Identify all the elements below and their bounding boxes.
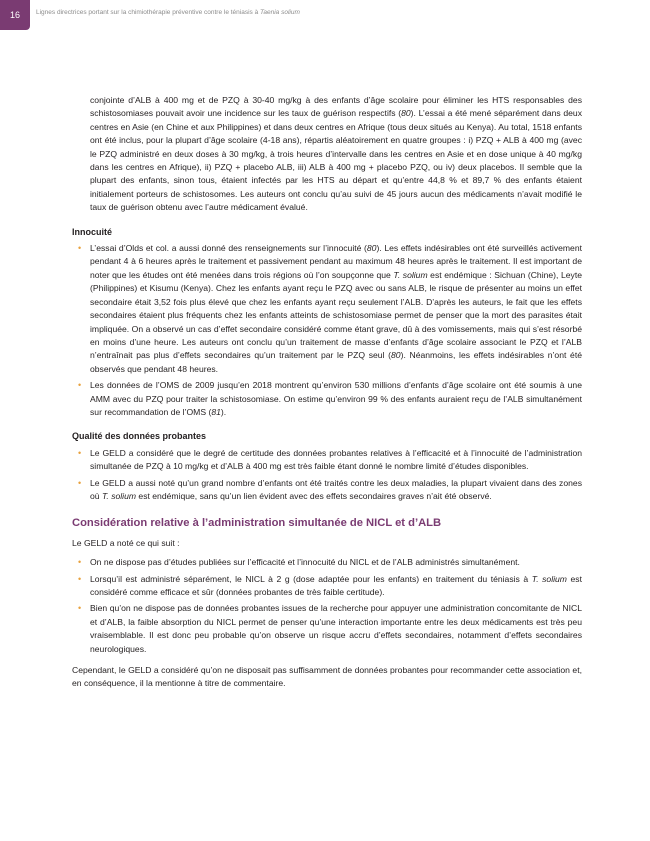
intro-text-2: ). L’essai a été mené séparément dans deux centres en Asie (en Chine et aux Philippines) et dans deux centres en Afrique (tous deux situés au Kenya). Au total, 1518 enfants ont été inclus, pour la plupart d’âge scolaire (4-18 ans), répartis aléatoirement en quatre groupes : i) PZQ + ALB à 400 mg (avec le PZQ administré en deux doses à 30 mg/kg, à trois heures d’intervalle dans les centres en Asie et en dose unique à 40 mg/kg dans les centres en Afrique), ii) PZQ + placebo ALB, iii) ALB à 400 mg + placebo PZQ, ou iv) deux placebos. Il semble que la plupart des enfants, sinon tous, étaient infectés par les HTS au départ et qu’entre 44,8 % et 89,7 % des enfants étaient initialement porteurs de schistosomes. Les auteurs ont conclu qu’au suivi de 45 jours aucun des médicaments n’avait modifié le taux de guérison obtenu avec l’autre médicament évalué. [90, 108, 582, 213]
section-lead: Le GELD a noté ce qui suit : [72, 537, 180, 548]
running-header [36, 9, 300, 16]
section-list [72, 556, 582, 656]
evidence-list [72, 447, 582, 504]
reference-81: 81 [211, 406, 221, 417]
intro-text-1: conjointe d’ALB à 400 mg et de PZQ à 30-40 mg/kg à des enfants d’âge scolaire pour éliminer les HTS responsables des schistosomiases pouvait avoir une incidence sur les taux de guérison respectifs ( [90, 95, 582, 119]
safety-bullet-2: • Les données de l’OMS de 2009 jusqu’en 2018 montrent qu’environ 530 millions d’enfants d’âge scolaire ont été soumis à une AMM avec du PZQ pour traiter la schistosomiase. On estime qu’environ 99 % des enfants auraient reçu de l’ALB simultanément sur recommandation de l’OMS (81). [78, 380, 582, 417]
intro-paragraph [90, 94, 582, 215]
page-number-tab [0, 0, 30, 30]
reference-80: 80 [391, 350, 401, 361]
section-title: Considération relative à l’administration simultanée de NICL et d’ALB [72, 517, 442, 530]
bullet-icon: • [78, 557, 82, 568]
species-name: T. solium [101, 490, 137, 501]
safety-heading: Innocuité [72, 226, 112, 237]
section-bullet-3: • Bien qu’on ne dispose pas de données probantes issues de la recherche pour appuyer une administration concomitante de NICL et d’ALB, la faible absorption du NICL permet de penser qu’une interaction importante entre les deux médicaments est très peu vraisemblable. Il est donc peu probable qu’on observe un risque accru d’effets secondaires, notamment d’effets secondaires neurologiques. [78, 603, 582, 654]
bullet-icon: • [78, 603, 82, 614]
document-body [72, 94, 582, 691]
page-number: 16 [9, 10, 20, 20]
reference-80: 80 [401, 108, 411, 119]
species-name: T. solium [393, 269, 428, 280]
safety-bullet-1: • L’essai d’Olds et col. a aussi donné des renseignements sur l’innocuité (80). Les effets indésirables ont été surveillés activement pendant 4 à 6 heures après le traitement et passivement pendant au maximum 48 heures après le traitement. Il est important de noter que les études ont été menées dans trois régions où l’on soupçonne que T. solium est endémique : Sichuan (Chine), Leyte (Philippines) et Kisumu (Kenya). Chez les enfants ayant reçu le PZQ avec ou sans ALB, le risque de présenter au moins un effet secondaire était 3,52 fois plus élevé que chez les enfants ayant reçu seulement l’ALB. D’après les auteurs, le fait que les effets secondaires étaient plus fréquents chez les enfants atteints de schistosomiase permet de penser que la mort des parasites était impliquée. On a observé un cas d’effet secondaire considéré comme étant grave, dû à des vomissements, mais qui s’est résorbé en moins d’une heure. Les auteurs ont conclu qu’un traitement de masse d’enfants d’âge scolaire associant le PZQ et l’ALB n’entraînait pas plus d’effets secondaires qu’un traitement par le PZQ seul (80). Néanmoins, les effets indésirables n’ont été observés que pendant 48 heures. [78, 243, 582, 374]
section-bullet-2: • Lorsqu’il est administré séparément, le NICL à 2 g (dose adaptée pour les enfants) en traitement du téniasis à T. solium est considéré comme efficace et sûr (données probantes de très faible certitude). [78, 573, 582, 597]
running-header-title: Lignes directrices portant sur la chimiothérapie préventive contre le téniasis à [36, 9, 261, 16]
bullet-icon: • [78, 477, 82, 488]
species-name: T. solium [531, 573, 567, 584]
bullet-icon: • [78, 243, 82, 254]
bullet-icon: • [78, 380, 82, 391]
evidence-bullet-1: • Le GELD a considéré que le degré de certitude des données probantes relatives à l’efficacité et à l’innocuité de l’administration simultanée de PZQ à 10 mg/kg et d’ALB à 400 mg est très faible étant donné le nombre limité d’études disponibles. [78, 447, 582, 472]
safety-list [72, 242, 582, 419]
section-bullet-1: • On ne dispose pas d’études publiées sur l’efficacité et l’innocuité du NICL et de l’ALB administrés simultanément. [72, 556, 582, 569]
bullet-icon: • [78, 573, 82, 584]
closing-paragraph: Cependant, le GELD a considéré qu’on ne disposait pas suffisamment de données probantes pour recommander cette association et, en conséquence, il la mentionne à titre de commentaire. [72, 665, 582, 689]
evidence-bullet-2: • Le GELD a aussi noté qu’un grand nombre d’enfants ont été traités contre les deux maladies, la plupart vivaient dans des zones où T. solium est endémique, sans qu’un lien évident avec des effets secondaires graves n’ait été observé. [78, 477, 582, 501]
evidence-heading: Qualité des données probantes [72, 431, 207, 442]
reference-80: 80 [366, 243, 377, 254]
running-header-species: Taenia solium [260, 9, 300, 16]
bullet-icon: • [78, 447, 82, 458]
